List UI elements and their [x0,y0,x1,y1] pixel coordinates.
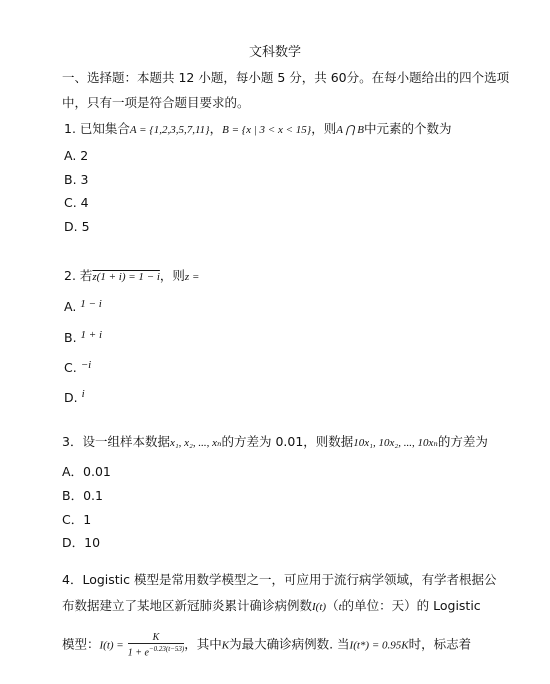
question-3-option-b: B．0.1 [62,488,103,503]
question-4-text-unit: 的单位：天）的 Logistic [341,598,481,613]
question-2-option-d [64,390,85,407]
question-4-line2 [62,598,481,615]
option-letter: C. [64,360,77,375]
question-2-equation: z(1 + i) = 1 − i [92,271,160,283]
question-3-option-c: C．1 [62,512,92,527]
page-title: 文科数学 [248,45,301,60]
model-numerator: K [128,632,185,644]
intersection-expression: A ⋂ B [336,124,364,136]
question-4-text: 时，标志着 [408,636,472,652]
option-value: 1 + i [80,329,103,341]
model-den-exponent: −0.23(t−53) [148,645,185,653]
question-4-function: I(t) [312,601,327,613]
question-2-target: z = [184,271,200,283]
section-heading-line2: 中，只有一项是符合题目要求的。 [62,95,250,110]
question-3-option-d: D．10 [62,535,101,550]
question-4-k: K [221,639,230,652]
question-4-text: ，其中 [184,636,222,652]
question-4-paren: （ [326,598,339,613]
question-2-option-a [64,299,102,316]
question-3-option-a: A．0.01 [62,464,111,479]
question-2-number: 2. 若 [64,268,93,283]
question-2-stem [64,268,199,285]
option-value: −i [80,359,92,371]
option-letter: D. [64,390,78,405]
question-1-stem [64,121,451,138]
question-3-mid: 的方差为 0.01，则数据 [221,434,354,449]
question-1-option-d: D. 5 [64,219,90,234]
question-1-option-b: B. 3 [64,172,89,187]
model-fraction [128,632,185,658]
question-3-data2: 10x₁, 10x₂, ..., 10xₙ [353,437,438,449]
question-4-model-label: 模型： [62,636,100,652]
question-2-option-b [64,330,102,347]
question-4-text: 布数据建立了某地区新冠肺炎累计确诊病例数 [62,598,313,613]
set-b-expression: B = {x | 3 < x < 15} [222,124,312,136]
question-3-lead: 3．设一组样本数据 [62,434,170,449]
question-4-line1: 4．Logistic 模型是常用数学模型之一，可应用于流行病学领域，有学者根据公 [62,572,497,587]
model-lhs: I(t) = [99,639,124,652]
section-heading-line1: 一、选择题：本题共 12 小题，每小题 5 分，共 60分。在每小题给出的四个选项 [62,70,510,85]
model-denominator [128,644,185,658]
option-letter: A. [64,299,77,314]
question-2-then: ，则 [159,268,185,283]
question-1-comma: ， [209,121,223,136]
question-1-option-c: C. 4 [64,195,89,210]
option-value: i [81,388,85,400]
question-3-tail: 的方差为 [437,434,488,449]
question-4-condition: I(t*) = 0.95K [349,639,409,652]
set-a-expression: A = {1,2,3,5,7,11} [129,124,210,136]
question-4-text: 为最大确诊病例数. 当 [229,636,350,652]
model-den-base: 1 + e [127,647,149,659]
question-1-number: 1. 已知集合 [64,121,130,136]
option-letter: B. [64,330,77,345]
question-4-variable: t [338,601,342,613]
question-1-then: ，则 [311,121,337,136]
question-3-data1: x₁, x₂, ..., xₙ [169,437,222,449]
question-4-line3 [62,632,471,658]
question-1-option-a: A. 2 [64,148,89,163]
question-2-option-c [64,360,91,377]
option-value: 1 − i [80,298,102,310]
question-1-tail: 中元素的个数为 [363,121,452,136]
question-3-stem [62,434,488,451]
